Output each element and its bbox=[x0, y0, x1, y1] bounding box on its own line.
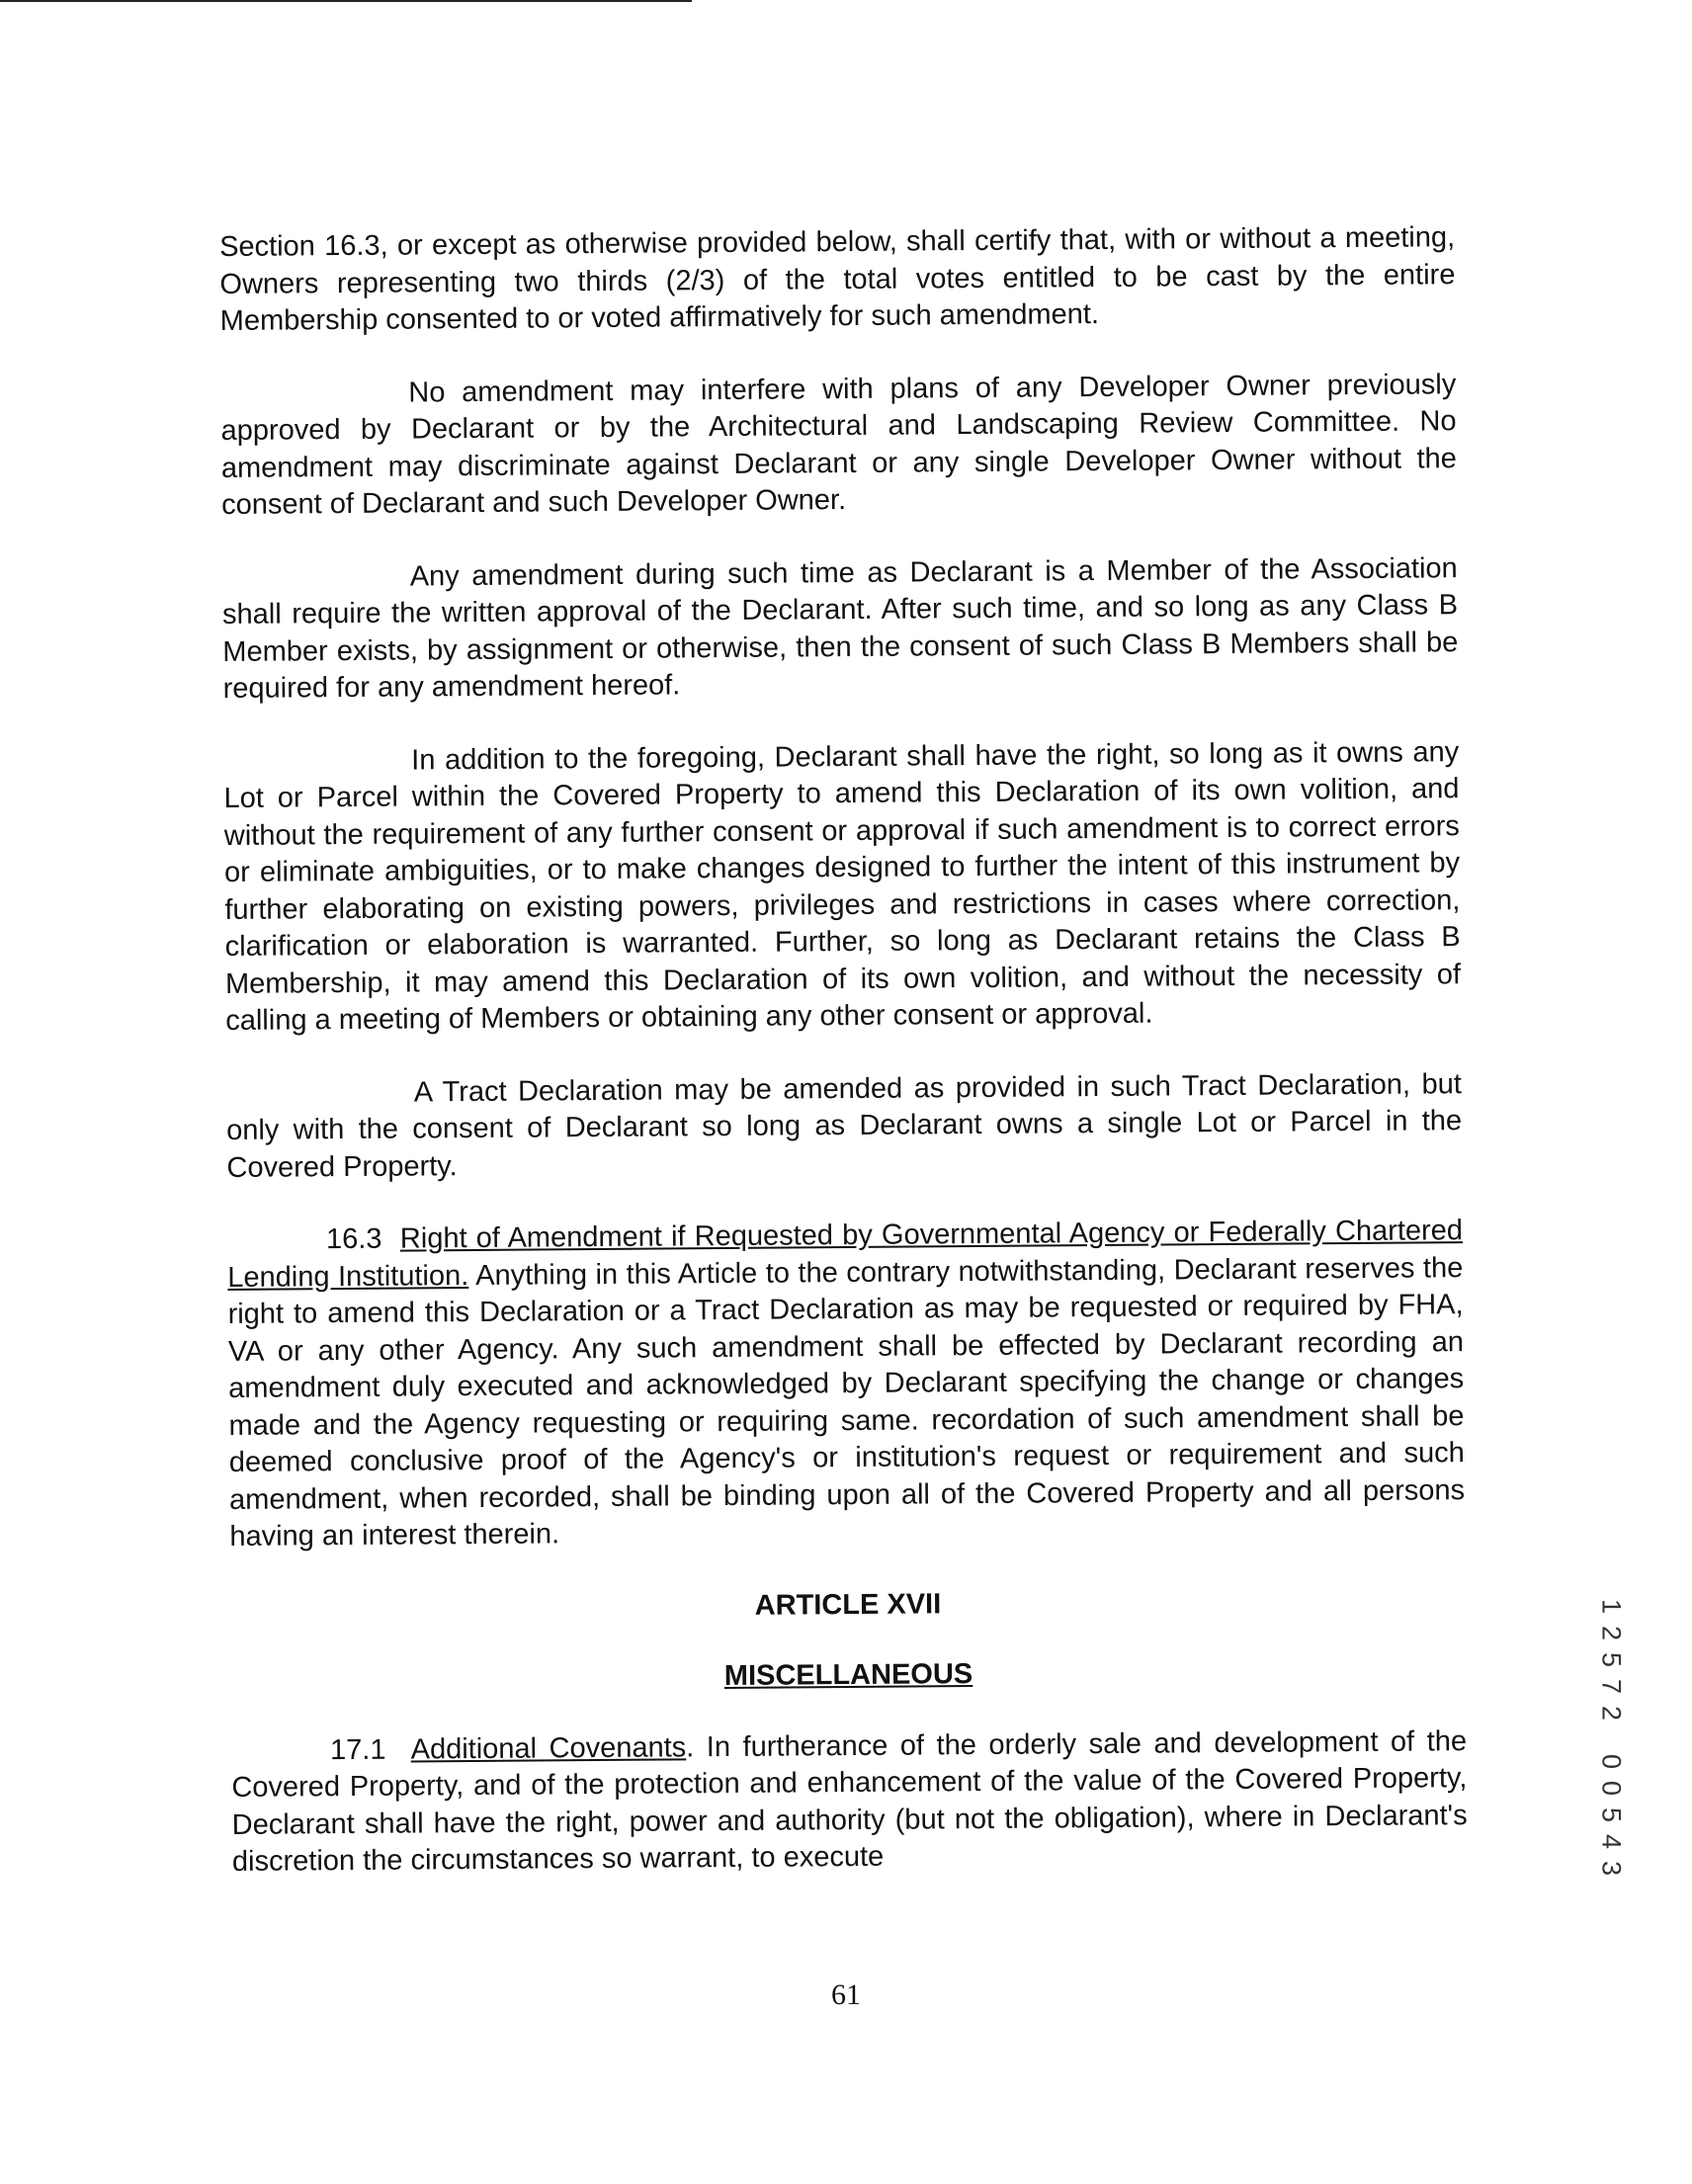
stamp-digit: 2 bbox=[1596, 1705, 1627, 1722]
stamp-digit: 2 bbox=[1596, 1625, 1627, 1641]
stamp-digit: 5 bbox=[1596, 1651, 1627, 1668]
article-title: MISCELLANEOUS bbox=[723, 1658, 973, 1693]
paragraph-any-amendment: Any amendment during such time as Declarant is a Member of the Association shall require the written approval of the Declarant. After such time, and so long as any Class B Member exists, by assignment or otherwise, then the consent of such Class B Members shall be required for any amendment hereof. bbox=[221, 551, 1459, 705]
section-17-1 bbox=[231, 1723, 1468, 1882]
section-16-3-title: Right of Amendment if Requested by Governmental Agency or Federally Chartered Lending Institution. bbox=[227, 1215, 1464, 1294]
paragraph-continuation: Section 16.3, or except as otherwise provided below, shall certify that, with or without a meeting, Owners representing two thirds (2/3) of the total votes entitled to be cast by the entire Membership consented to or voted affirmatively for such amendment. bbox=[219, 221, 1456, 337]
section-16-3-number: 16.3 bbox=[325, 1222, 382, 1256]
paragraph-no-amendment: No amendment may interfere with plans of any Developer Owner previously approved by Declarant or by the Architectural and Landscaping Review Committee. No amendment may discriminate against Declarant or any single Developer Owner without the consent of Declarant and such Developer Owner. bbox=[220, 368, 1457, 521]
stamp-digit: 0 bbox=[1596, 1753, 1627, 1770]
paragraph-tract-declaration: A Tract Declaration may be amended as provided in such Tract Declaration, but only with the consent of Declarant so long as Declarant owns a single Lot or Parcel in the Covered Property. bbox=[226, 1067, 1463, 1184]
section-17-1-number: 17.1 bbox=[329, 1733, 386, 1766]
section-16-3-body: Anything in this Article to the contrary notwithstanding, Declarant reserves the right to amend this Declaration or a Tract Declaration as may be requested or required by FHA, VA or any other Agency. Any such amendment shall be effected by Declarant recording an amendment duly executed and acknowledged by Declarant specifying the change or changes made and the Agency requesting or requiring same. recordation of such amendment shall be deemed conclusive proof of the Agency's or institution's request or requirement and such amendment, when recorded, shall be binding upon all of the Covered Property and all persons having an interest therein. bbox=[227, 1251, 1466, 1553]
section-17-1-body: . In furtherance of the orderly sale and development of the Covered Property, and of the protection and enhancement of the value of the Covered Property, Declarant shall have the right, power and authority (but not the obligation), where in Declarant's discretion the circumstances so warrant, to execute bbox=[231, 1724, 1468, 1878]
document-body bbox=[219, 219, 1468, 1916]
section-17-1-title: Additional Covenants bbox=[410, 1730, 687, 1766]
stamp-digit: 0 bbox=[1596, 1780, 1627, 1797]
top-border-line bbox=[0, 0, 692, 2]
stamp-digit: 7 bbox=[1596, 1678, 1627, 1695]
stamp-digit: 3 bbox=[1596, 1860, 1627, 1877]
stamp-digit: 5 bbox=[1596, 1806, 1627, 1823]
paragraph-in-addition: In addition to the foregoing, Declarant shall have the right, so long as it owns any Lot or Parcel within the Covered Property to amend this Declaration of its own volition, and without the requirement of any further consent or approval if such amendment is to correct errors or eliminate ambiguities, or to make changes designed to further the intent of this instrument by further elaborating on existing powers, privileges and restrictions in cases where correction, clarification or elaboration is warranted. Further, so long as Declarant retains the Class B Membership, it may amend this Declaration of its own volition, and without the necessity of calling a meeting of Members or obtaining any other consent or approval. bbox=[223, 735, 1462, 1037]
section-16-3 bbox=[227, 1213, 1466, 1555]
recording-stamp bbox=[1593, 1593, 1629, 1882]
stamp-digit: 1 bbox=[1596, 1598, 1627, 1615]
page-number: 61 bbox=[831, 1978, 861, 2011]
stamp-digit: 4 bbox=[1596, 1833, 1627, 1850]
article-heading: ARTICLE XVII bbox=[754, 1587, 942, 1622]
